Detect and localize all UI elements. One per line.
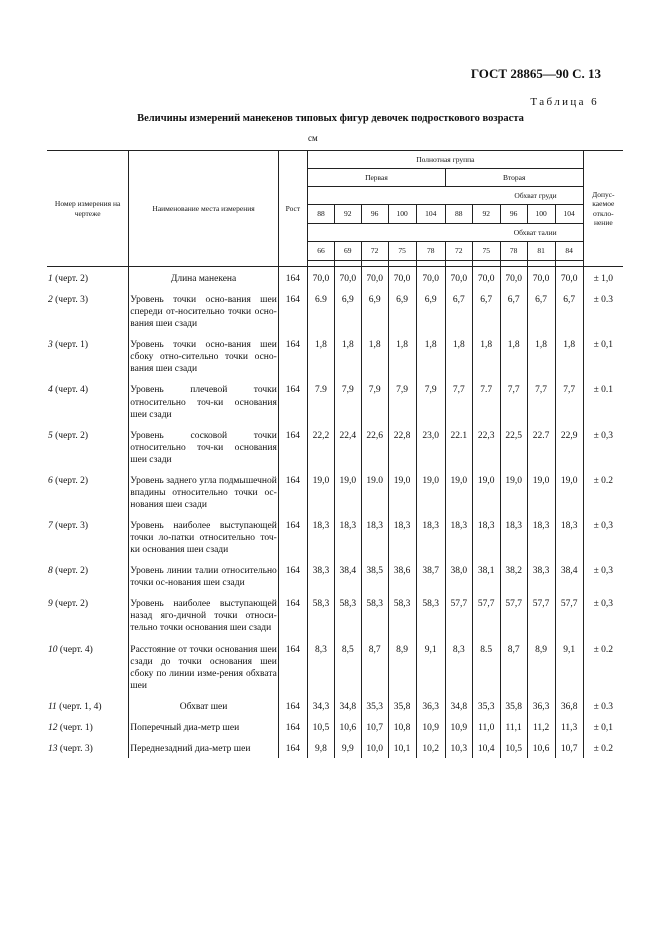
measurement-value: 18,3 xyxy=(388,514,416,559)
measurement-value: 35,8 xyxy=(500,695,527,716)
tolerance-value: ± 0,1 xyxy=(583,716,623,737)
measurement-value: 70,0 xyxy=(445,267,472,289)
measurement-value: 10,6 xyxy=(527,737,555,758)
measurement-value: 35,8 xyxy=(388,695,416,716)
measurement-value: 19,0 xyxy=(555,469,583,514)
chest-value: 92 xyxy=(334,205,361,224)
measurement-value: 22,8 xyxy=(388,424,416,469)
drawing-reference: (черт. 3) xyxy=(55,521,89,531)
measurement-value: 10,9 xyxy=(416,716,445,737)
height-value: 164 xyxy=(278,514,307,559)
measurement-value: 35,3 xyxy=(361,695,388,716)
chest-value: 92 xyxy=(472,205,500,224)
measurement-value: 19,0 xyxy=(445,469,472,514)
table-label: Таблица 6 xyxy=(530,96,599,108)
measurement-value: 10,5 xyxy=(308,716,335,737)
table-title: Величины измерений манекенов типовых фигур девочек подросткового возраста xyxy=(137,113,524,124)
measurement-value: 57,7 xyxy=(500,592,527,637)
measurement-number-cell xyxy=(47,638,129,695)
measurement-number: 12 xyxy=(48,722,58,733)
tolerance-value: ± 0,3 xyxy=(583,559,623,592)
measurement-number: 11 xyxy=(48,701,57,712)
measurement-value: 18,3 xyxy=(472,514,500,559)
measurement-value: 22,4 xyxy=(334,424,361,469)
header-waist: Обхват талии xyxy=(308,224,584,242)
measurement-value: 57,7 xyxy=(527,592,555,637)
measurement-value: 1,8 xyxy=(527,333,555,378)
height-value: 164 xyxy=(278,716,307,737)
measurement-value: 19,0 xyxy=(472,469,500,514)
height-value: 164 xyxy=(278,559,307,592)
measurement-name: Длина манекена xyxy=(129,267,279,289)
measurement-value: 9,1 xyxy=(416,638,445,695)
measurement-number: 9 xyxy=(48,599,53,610)
measurement-number: 6 xyxy=(48,475,53,486)
measurements-table xyxy=(47,150,623,758)
measurement-number-cell xyxy=(47,469,129,514)
measurement-value: 10,0 xyxy=(361,737,388,758)
measurement-number: 13 xyxy=(48,743,58,754)
table-row xyxy=(47,333,623,378)
measurement-value: 7,9 xyxy=(388,378,416,423)
tolerance-value: ± 0,3 xyxy=(583,514,623,559)
drawing-reference: (черт. 2) xyxy=(55,475,89,486)
measurement-name: Уровень линии талии относительно точки ос-нования шеи сзади xyxy=(129,559,279,592)
measurement-value: 58,3 xyxy=(334,592,361,637)
measurement-value: 58,3 xyxy=(308,592,335,637)
drawing-reference: (черт. 4) xyxy=(55,385,89,396)
tolerance-value: ± 0,1 xyxy=(583,333,623,378)
measurement-number-cell xyxy=(47,424,129,469)
measurement-value: 22,9 xyxy=(555,424,583,469)
header-group: Полнотная группа xyxy=(308,151,584,169)
measurement-value: 6,9 xyxy=(388,288,416,333)
measurement-value: 18,3 xyxy=(361,514,388,559)
measurement-value: 38,5 xyxy=(361,559,388,592)
measurement-value: 1,8 xyxy=(472,333,500,378)
measurement-number-cell xyxy=(47,333,129,378)
measurement-number: 4 xyxy=(48,385,53,396)
measurement-value: 34,3 xyxy=(308,695,335,716)
waist-value: 75 xyxy=(472,242,500,261)
measurement-value: 58,3 xyxy=(416,592,445,637)
measurement-value: 38,4 xyxy=(555,559,583,592)
header-name: Наименование места измерения xyxy=(129,151,279,267)
measurement-value: 6,7 xyxy=(527,288,555,333)
measurement-value: 10,6 xyxy=(334,716,361,737)
measurement-value: 19.0 xyxy=(361,469,388,514)
measurement-value: 38,7 xyxy=(416,559,445,592)
table-row xyxy=(47,559,623,592)
waist-value: 78 xyxy=(500,242,527,261)
waist-value: 72 xyxy=(361,242,388,261)
measurement-value: 8,7 xyxy=(500,638,527,695)
measurement-value: 8,3 xyxy=(308,638,335,695)
measurement-name: Уровень наиболее выступающей точки ло-патки относительно точ-ки основания шеи сзади xyxy=(129,514,279,559)
measurement-name: Поперечный диа-метр шеи xyxy=(129,716,279,737)
height-value: 164 xyxy=(278,267,307,289)
table-row xyxy=(47,267,623,289)
height-value: 164 xyxy=(278,469,307,514)
measurement-value: 19,0 xyxy=(334,469,361,514)
measurement-value: 58,3 xyxy=(361,592,388,637)
measurement-value: 6,7 xyxy=(555,288,583,333)
header-first-group: Первая xyxy=(308,169,446,187)
measurement-value: 70,0 xyxy=(527,267,555,289)
measurement-value: 70,0 xyxy=(472,267,500,289)
measurement-value: 10,3 xyxy=(445,737,472,758)
measurement-value: 70,0 xyxy=(334,267,361,289)
measurement-value: 7,7 xyxy=(527,378,555,423)
measurement-number-cell xyxy=(47,378,129,423)
tolerance-value: ± 0.3 xyxy=(583,288,623,333)
header-tolerance: Допус-каемое откло-нение xyxy=(583,151,623,267)
page-header: ГОСТ 28865—90 С. 13 xyxy=(470,66,601,81)
measurement-value: 6,7 xyxy=(500,288,527,333)
table-row xyxy=(47,638,623,695)
measurement-value: 70,0 xyxy=(308,267,335,289)
measurement-value: 22.7 xyxy=(527,424,555,469)
measurement-value: 6,9 xyxy=(361,288,388,333)
drawing-reference: (черт. 3) xyxy=(55,295,89,306)
chest-value: 104 xyxy=(416,205,445,224)
measurement-number: 10 xyxy=(48,644,58,655)
waist-value: 69 xyxy=(334,242,361,261)
measurement-number-cell xyxy=(47,695,129,716)
tolerance-value: ± 0.2 xyxy=(583,737,623,758)
measurement-value: 18,3 xyxy=(500,514,527,559)
measurement-value: 9,1 xyxy=(555,638,583,695)
measurement-value: 6.9 xyxy=(308,288,335,333)
measurement-value: 1,8 xyxy=(445,333,472,378)
drawing-reference: (черт. 4) xyxy=(59,644,93,655)
measurement-value: 6,9 xyxy=(416,288,445,333)
measurement-value: 35,3 xyxy=(472,695,500,716)
measurement-value: 38,3 xyxy=(308,559,335,592)
measurement-value: 18,3 xyxy=(416,514,445,559)
measurement-value: 7,7 xyxy=(445,378,472,423)
height-value: 164 xyxy=(278,378,307,423)
measurement-value: 18,3 xyxy=(445,514,472,559)
measurement-value: 38,0 xyxy=(445,559,472,592)
chest-value: 96 xyxy=(500,205,527,224)
measurement-number-cell xyxy=(47,267,129,289)
chest-value: 88 xyxy=(445,205,472,224)
measurement-value: 34,8 xyxy=(334,695,361,716)
measurement-value: 10,1 xyxy=(388,737,416,758)
measurement-value: 9,8 xyxy=(308,737,335,758)
chest-value: 104 xyxy=(555,205,583,224)
measurement-value: 11,0 xyxy=(472,716,500,737)
measurement-value: 6,7 xyxy=(445,288,472,333)
waist-value: 81 xyxy=(527,242,555,261)
measurement-name: Расстояние от точки основания шеи сзади до точки основания шеи сбоку по линии изме-рения обхвата шеи xyxy=(129,638,279,695)
measurement-value: 70,0 xyxy=(500,267,527,289)
height-value: 164 xyxy=(278,592,307,637)
waist-value: 72 xyxy=(445,242,472,261)
measurement-number-cell xyxy=(47,737,129,758)
measurement-value: 18,3 xyxy=(527,514,555,559)
measurement-value: 10,4 xyxy=(472,737,500,758)
measurement-value: 1,8 xyxy=(388,333,416,378)
measurement-value: 1,8 xyxy=(416,333,445,378)
measurement-value: 22,3 xyxy=(472,424,500,469)
header-height: Рост xyxy=(278,151,307,267)
measurement-value: 36,3 xyxy=(527,695,555,716)
measurement-value: 70,0 xyxy=(416,267,445,289)
tolerance-value: ± 1,0 xyxy=(583,267,623,289)
measurement-name: Переднезадний диа-метр шеи xyxy=(129,737,279,758)
drawing-reference: (черт. 1) xyxy=(55,340,89,351)
measurement-number: 1 xyxy=(48,274,53,284)
measurement-value: 9,9 xyxy=(334,737,361,758)
measurement-value: 11,2 xyxy=(527,716,555,737)
measurement-value: 6,7 xyxy=(472,288,500,333)
tolerance-value: ± 0.3 xyxy=(583,695,623,716)
measurement-value: 18,3 xyxy=(555,514,583,559)
measurement-value: 19,0 xyxy=(416,469,445,514)
measurement-number: 8 xyxy=(48,566,53,577)
tolerance-value: ± 0,3 xyxy=(583,592,623,637)
measurement-number-cell xyxy=(47,716,129,737)
measurement-number-cell xyxy=(47,559,129,592)
drawing-reference: (черт. 3) xyxy=(59,743,93,754)
measurement-value: 58,3 xyxy=(388,592,416,637)
measurement-value: 38,1 xyxy=(472,559,500,592)
header-second-group: Вторая xyxy=(445,169,583,187)
measurement-value: 1,8 xyxy=(500,333,527,378)
measurement-value: 7,9 xyxy=(361,378,388,423)
table-row xyxy=(47,469,623,514)
measurement-value: 7,7 xyxy=(555,378,583,423)
measurement-value: 70,0 xyxy=(388,267,416,289)
measurement-name: Уровень сосковой точки относительно точ-ки основания шеи сзади xyxy=(129,424,279,469)
measurement-name: Обхват шеи xyxy=(129,695,279,716)
measurement-value: 10,7 xyxy=(555,737,583,758)
measurement-value: 8,7 xyxy=(361,638,388,695)
measurement-number: 7 xyxy=(48,521,53,531)
tolerance-value: ± 0.1 xyxy=(583,378,623,423)
unit-label: см xyxy=(308,133,318,143)
measurement-value: 23,0 xyxy=(416,424,445,469)
measurement-value: 38,6 xyxy=(388,559,416,592)
measurement-value: 36,3 xyxy=(416,695,445,716)
measurement-name: Уровень точки осно-вания шеи сбоку отно-сительно точки осно-вания шеи сзади xyxy=(129,333,279,378)
measurement-value: 18,3 xyxy=(334,514,361,559)
measurement-number-cell xyxy=(47,288,129,333)
drawing-reference: (черт. 2) xyxy=(55,566,89,577)
measurement-value: 1,8 xyxy=(361,333,388,378)
measurement-value: 8,9 xyxy=(388,638,416,695)
table-body xyxy=(47,267,623,758)
measurement-value: 7.7 xyxy=(472,378,500,423)
measurement-value: 10,8 xyxy=(388,716,416,737)
measurement-number-cell xyxy=(47,514,129,559)
measurement-value: 10,5 xyxy=(500,737,527,758)
waist-value: 78 xyxy=(416,242,445,261)
chest-value: 88 xyxy=(308,205,335,224)
drawing-reference: (черт. 2) xyxy=(55,430,89,441)
measurement-value: 70,0 xyxy=(555,267,583,289)
table-row xyxy=(47,514,623,559)
measurement-value: 22,2 xyxy=(308,424,335,469)
measurement-value: 7,9 xyxy=(334,378,361,423)
table-row xyxy=(47,737,623,758)
measurement-number: 5 xyxy=(48,430,53,441)
chest-value: 100 xyxy=(527,205,555,224)
measurement-number-cell xyxy=(47,592,129,637)
measurement-value: 70,0 xyxy=(361,267,388,289)
measurement-value: 1,8 xyxy=(308,333,335,378)
tolerance-value: ± 0.2 xyxy=(583,469,623,514)
measurement-value: 10,9 xyxy=(445,716,472,737)
measurement-value: 11,1 xyxy=(500,716,527,737)
measurement-value: 19,0 xyxy=(500,469,527,514)
measurement-value: 11,3 xyxy=(555,716,583,737)
height-value: 164 xyxy=(278,638,307,695)
measurement-number: 3 xyxy=(48,340,53,351)
height-value: 164 xyxy=(278,288,307,333)
measurement-name: Уровень точки осно-вания шеи спереди от-носительно точки осно-вания шеи сзади xyxy=(129,288,279,333)
measurement-value: 34,8 xyxy=(445,695,472,716)
measurement-value: 10,2 xyxy=(416,737,445,758)
height-value: 164 xyxy=(278,424,307,469)
measurement-value: 38,4 xyxy=(334,559,361,592)
tolerance-value: ± 0.2 xyxy=(583,638,623,695)
measurement-value: 8,9 xyxy=(527,638,555,695)
height-value: 164 xyxy=(278,333,307,378)
waist-value: 84 xyxy=(555,242,583,261)
measurement-value: 19,0 xyxy=(308,469,335,514)
table-row xyxy=(47,288,623,333)
measurement-value: 7,7 xyxy=(500,378,527,423)
header-chest: Обхват груди xyxy=(308,187,584,205)
chest-value: 96 xyxy=(361,205,388,224)
measurement-value: 18,3 xyxy=(308,514,335,559)
measurement-value: 19,0 xyxy=(388,469,416,514)
measurement-value: 22.1 xyxy=(445,424,472,469)
table-row xyxy=(47,716,623,737)
drawing-reference: (черт. 1, 4) xyxy=(59,701,102,712)
drawing-reference: (черт. 2) xyxy=(55,599,89,610)
measurement-value: 7.9 xyxy=(308,378,335,423)
height-value: 164 xyxy=(278,737,307,758)
table-row xyxy=(47,695,623,716)
measurement-value: 8.5 xyxy=(472,638,500,695)
measurement-value: 6,9 xyxy=(334,288,361,333)
table-row xyxy=(47,378,623,423)
measurement-value: 19,0 xyxy=(527,469,555,514)
measurement-value: 38,3 xyxy=(527,559,555,592)
waist-value: 75 xyxy=(388,242,416,261)
measurement-number: 2 xyxy=(48,295,53,306)
drawing-reference: (черт. 1) xyxy=(59,722,93,733)
measurement-value: 8,3 xyxy=(445,638,472,695)
measurement-value: 1,8 xyxy=(555,333,583,378)
measurement-value: 7,9 xyxy=(416,378,445,423)
chest-value: 100 xyxy=(388,205,416,224)
measurement-value: 36,8 xyxy=(555,695,583,716)
header-number: Номер измерения на чертеже xyxy=(47,151,129,267)
measurement-value: 57,7 xyxy=(555,592,583,637)
measurement-value: 38,2 xyxy=(500,559,527,592)
tolerance-value: ± 0,3 xyxy=(583,424,623,469)
height-value: 164 xyxy=(278,695,307,716)
measurement-value: 1,8 xyxy=(334,333,361,378)
measurement-value: 8,5 xyxy=(334,638,361,695)
table-row xyxy=(47,424,623,469)
table-row xyxy=(47,592,623,637)
measurement-value: 57,7 xyxy=(472,592,500,637)
drawing-reference: (черт. 2) xyxy=(55,274,89,284)
waist-value: 66 xyxy=(308,242,335,261)
measurement-value: 10,7 xyxy=(361,716,388,737)
measurement-value: 22,5 xyxy=(500,424,527,469)
measurement-value: 22,6 xyxy=(361,424,388,469)
measurement-value: 57,7 xyxy=(445,592,472,637)
measurement-name: Уровень плечевой точки относительно точ-ки основания шеи сзади xyxy=(129,378,279,423)
measurement-name: Уровень заднего угла подмышечной впадины относительно точки ос-нования шеи сзади xyxy=(129,469,279,514)
measurement-name: Уровень наиболее выступающей назад яго-дичной точки относи-тельно точки основания шеи сзади xyxy=(129,592,279,637)
